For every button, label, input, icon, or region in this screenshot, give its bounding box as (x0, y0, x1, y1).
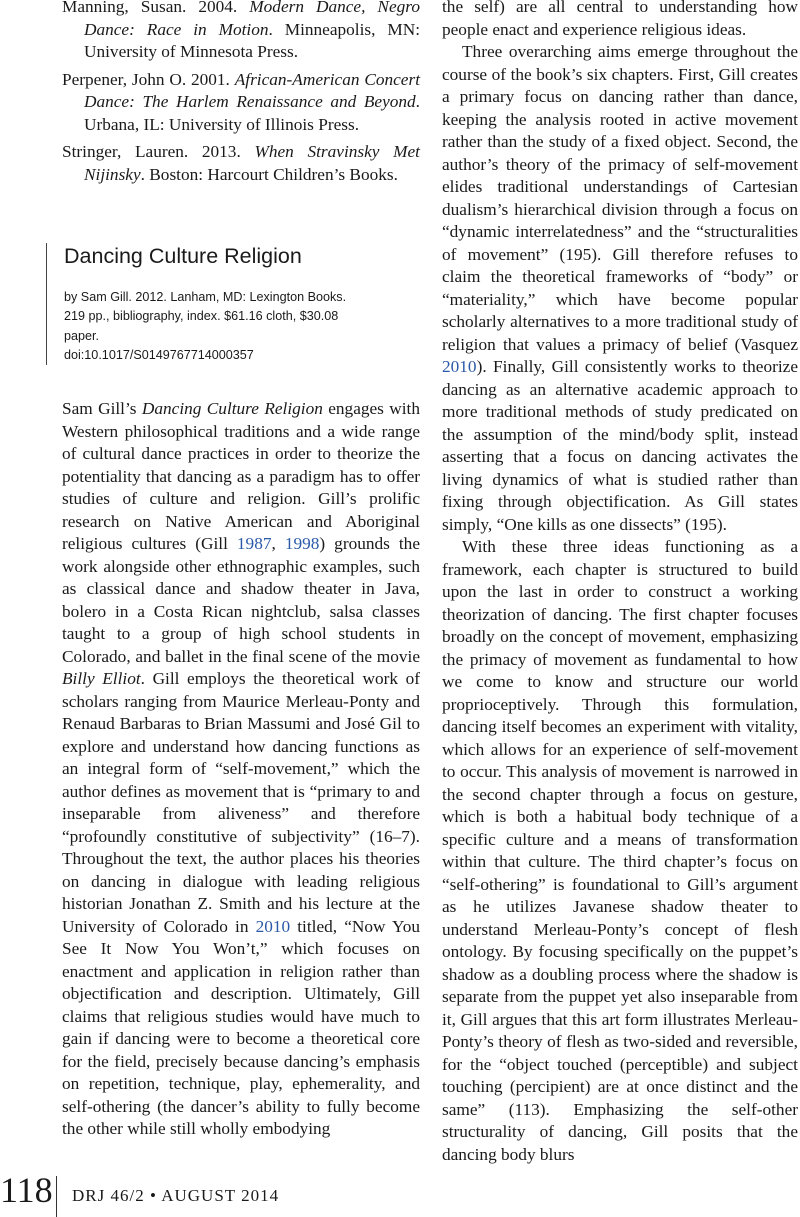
reference-item: Manning, Susan. 2004. Modern Dance, Negro Dance: Race in Motion. Minneapolis, MN: University of Minnesota Press. (62, 0, 421, 61)
footer-divider (56, 1176, 57, 1217)
body-paragraph: the self) are all central to understanding how people enact and experience religious ideas. (442, 0, 798, 39)
review-header (46, 243, 444, 365)
body-paragraph: With these three ideas functioning as a framework, each chapter is structured to build upon the last in order to construct a working theorization of dancing. The first chapter focuses broadly on the concept of movement, emphasizing the primacy of movement as fundamental to how we come to know and structure our world proprioceptively. Through this formulation, dancing itself becomes an experiment with vitality, which allows for an experience of self-movement to occur. This analysis of movement is narrowed in the second chapter through a focus on gesture, which is both a habitual body technique of a specific culture and a means of transformation within that culture. The third chapter’s focus on “self-othering” is foundational to Gill’s argument as he utilizes Javanese shadow theater to understand Merleau-Ponty’s concept of flesh ontology. By focusing specifically on the puppet’s shadow as a doubling process where the shadow is separate from the puppet yet also inseparable from it, Gill argues that this art form illustrates Merleau-Ponty’s theory of flesh as two-sided and reversible, for the “object touched (perceptible) and subject touching (percipient) are at once distinct and the same” (113). Emphasizing the self-other structurality of dancing, Gill posits that the dancing body blurs (442, 537, 798, 1164)
page-footer (0, 1170, 800, 1216)
reference-item: Stringer, Lauren. 2013. When Stravinsky Met Nijinsky. Boston: Harcourt Children’s Books. (62, 142, 420, 184)
reference-item: Perpener, John O. 2001. African-American Concert Dance: The Harlem Renaissance and Beyond. Urbana, IL: University of Illinois Press. (62, 69, 420, 134)
doi[interactable]: doi:10.1017/S0149767714000357 (64, 347, 254, 362)
reference-list (62, 0, 420, 186)
citation-link[interactable]: 1987 (236, 534, 272, 553)
review-meta: by Sam Gill. 2012. Lanham, MD: Lexington Books. 219 pp., bibliography, index. $61.16 cloth, $30.08 paper. doi:10.1017/S0149767714000357 (64, 288, 444, 365)
left-column (62, 0, 420, 191)
citation-link[interactable]: 2010 (255, 916, 291, 936)
review-title: Dancing Culture Religion (64, 244, 302, 268)
citation-link[interactable]: 2010 (442, 357, 477, 376)
citation-link[interactable]: 1998 (284, 534, 320, 553)
left-body (62, 398, 420, 1141)
right-body (442, 0, 798, 1166)
journal-info: DRJ 46/2 • AUGUST 2014 (72, 1186, 280, 1205)
page-number: 118 (0, 1170, 53, 1210)
body-paragraph: Three overarching aims emerge throughout the course of the book’s six chapters. First, Gill creates a primary focus on dancing rather than dance, keeping the analysis rooted in active movement rather than the study of a fixed object. Second, the author’s theory of the primacy of self-movement elides traditional understandings of Cartesian dualism’s hierarchical division through a focus on “dynamic interrelatedness” and the “structuralities of movement” (195). Gill therefore refuses to claim the theoretical frameworks of “body” or “materiality,” which have become popular scholarly alternatives to a more traditional study of religion that values a primacy of belief (Vasquez 2010). Finally, Gill consistently works to theorize dancing as an alternative academic approach to more traditional methods of study predicated on the assumption of the mind/body split, instead asserting that a focus on dancing activates the living dynamics of what is studied rather than fixing through objectification. As Gill states simply, “One kills as one dissects” (195). (442, 42, 798, 534)
body-paragraph: Sam Gill’s Dancing Culture Religion engages with Western philosophical traditions and a wide range of cultural dance practices in order to theorize the potentiality that dancing as a paradigm has to offer studies of culture and religion. Gill’s prolific research on Native American and Aboriginal religious cultures (Gill 1987, 1998) grounds the work alongside other ethnographic examples, such as classical dance and shadow theater in Java, bolero in a Costa Rican nightclub, salsa classes taught to a group of high school students in Colorado, and ballet in the final scene of the movie Billy Elliot. Gill employs the theoretical work of scholars ranging from Maurice Merleau-Ponty and Renaud Barbaras to Brian Massumi and José Gil to explore and understand how dancing functions as an integral form of “self-movement,” which the author defines as movement that is “primary to and inseparable from aliveness” and therefore “profoundly constitutive of subjectivity” (16–7). Throughout the text, the author places his theories on dancing in dialogue with leading religious historian Jonathan Z. Smith and his lecture at the University of Colorado in 2010 titled, “Now You See It Now You Won’t,” which focuses on enactment and application in religion rather than objectification and description. Ultimately, Gill claims that religious studies would have much to gain if dancing were to become a theoretical core for the field, precisely because dancing’s emphasis on repetition, technique, play, ephemerality, and self-othering (the dancer’s ability to fully become the other while still wholly embodying (62, 399, 421, 1138)
